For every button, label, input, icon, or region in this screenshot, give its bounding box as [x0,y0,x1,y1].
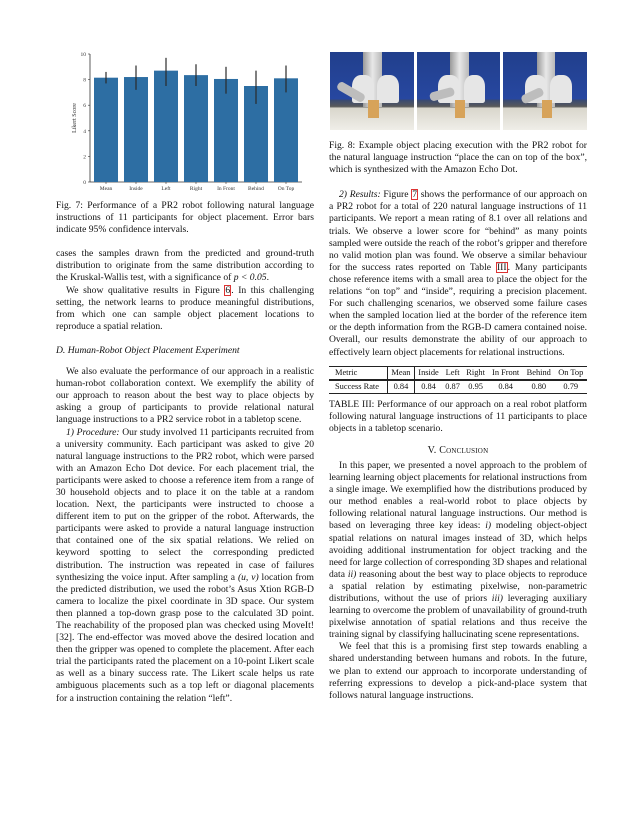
table-iii [329,366,587,394]
y-tick-label: 2 [83,154,86,161]
y-tick-label: 6 [83,103,86,110]
table-iii-caption: TABLE III: Performance of our approach on a real robot platform following natural language instructions of 11 participants to place objects in a tabletop scenario. [329,398,587,434]
table-header-cell: On Top [555,366,588,380]
table-header-cell: Left [442,366,463,380]
table-header-cell: Metric [329,366,388,380]
table-cell: 0.84 [488,380,523,394]
left-column [56,200,314,705]
table-header-cell: Mean [388,366,415,380]
table-header-cell: Inside [414,366,442,380]
paragraph-results: 2) Results: Figure 7 shows the performance of our approach on a PR2 robot for a total of 220 natural language instructions of 11 participants. We report a mean rating of 8.1 over all relations and trials. We observe a lower score for “behind” as many points sampled were outside the reach of the robot’s gripper and therefore no valid motion plan was found. We observe a similar behaviour for the success rates reported on Table III. Many participants chose reference items with a small area to place the object for the relations “on top” and “inside”, requiring a precision placement. For such challenging scenarios, we observed some failure cases when the sampled location lied at the border of the reference item or the depth information from the RGB-D camera contained noise. Overall, our results demonstrate the ability of our approach to effectively learn object placements for relational instructions. [329,189,587,358]
paragraph-future-work: We feel that this is a promising first step towards enabling a shared understanding between humans and robots. In the future, we plan to extend our approach to incorporate understanding of referring expressions to develop a pick-and-place system that follows natural language instructions. [329,641,587,701]
paragraph-hri-intro: We also evaluate the performance of our approach in a realistic human-robot collaboration context. We exemplify the ability of our approach to reason about the best way to place objects by asking a group of participants to provide relational natural language instructions to a PR2 service robot in a tabletop scene. [56,366,314,426]
y-tick-label: 10 [80,52,86,58]
table-cell: 0.95 [463,380,488,394]
subsection-heading: D. Human-Robot Object Placement Experiment [56,344,240,356]
table-header-cell: In Front [488,366,523,380]
bar-right [184,75,208,182]
y-tick-label: 8 [83,77,86,84]
y-axis-label: Likert Score [72,103,78,133]
table-cell: 0.80 [523,380,554,394]
bar-left [154,71,178,182]
bar-on-top [274,78,298,182]
table-header-row [329,366,587,380]
fig8-caption: Fig. 8: Example object placing execution with the PR2 robot for the natural language instruction “place the can on top of the box”, which is synthesized with the Amazon Echo Dot. [329,140,587,176]
table-header-cell: Right [463,366,488,380]
table-cell: 0.87 [442,380,463,394]
fig8-photo-strip [330,52,587,130]
table-header-cell: Behind [523,366,554,380]
chart-canvas [56,44,306,194]
x-tick-label: Right [189,186,203,192]
table-cell: Success Rate [329,380,388,394]
fig7-caption: Fig. 7: Performance of a PR2 robot following natural language instructions of 11 participants for object placement. Error bars indicate 95% confidence intervals. [56,200,314,236]
figure-6-link[interactable]: 6 [225,284,231,296]
robot-photo-2 [417,52,501,130]
table-cell: 0.84 [414,380,442,394]
x-tick-label: Behind [248,186,264,192]
x-tick-label: On Top [277,186,295,192]
bar-mean [94,78,118,182]
x-tick-label: Left [161,186,171,192]
table-cell: 0.79 [555,380,588,394]
robot-photo-1 [330,52,414,130]
right-column [329,140,587,702]
robot-photo-3 [503,52,587,130]
paragraph-procedure: 1) Procedure: Our study involved 11 participants recruited from a university community. Each participant was asked to give 20 natural language instructions to the PR2 robot, which were parsed with an Amazon Echo Dot device. For each placement trial, the participants were asked to choose a reference item from a range of 30 household objects and to place it on the table at a random location. Next, the participants were instructed to choose a different item to put on the gripper of the robot. Afterwards, the participants were asked to provide a natural language instruction that contained one of the six spatial relations. We relied on keyword spotting to select the corresponding predicted distribution. The instruction was repeated in case of failures synthesizing the voice input. After sampling a (u, v) location from the predicted distribution, we used the robot’s Asus Xtion RGB-D camera to localize the pixel coordinate in 3D space. Our system then planned a top-down grasp pose to the calculated 3D point. The reachability of the proposed plan was checked using MoveIt! [32]. The end-effector was moved above the desired location and then the gripper was opened to complete the placement. After each trial the participants rated the placement on a 10-point Likert scale as well as a binary success rate. The Likert scale helps us rate ambiguous placements such as a top left or diagonal placements for a instruction containing the relation “left”. [56,426,314,704]
table-cell: 0.84 [388,380,415,394]
y-tick-label: 4 [83,128,86,135]
fig7-bar-chart [56,44,306,194]
x-tick-label: Mean [99,186,113,192]
y-tick-label: 0 [83,180,86,186]
figure-7-link[interactable]: 7 [412,189,418,201]
bar-inside [124,77,148,182]
table-3-link[interactable]: III [496,261,507,273]
table-row [329,380,587,394]
paragraph-conclusion: In this paper, we presented a novel approach to the problem of learning learning object placements for relational instructions from a single image. We exemplified how the distributions produced by our method enables a real-world robot to place objects by following relational natural language instructions. Our method is based on leveraging three key ideas: i) modeling object-object spatial relations on natural images instead of 3D, which helps avoiding additional instrumentation for object tracking and the need for large collection of corresponding 3D shapes and relational data ii) reasoning about the best way to place objects to reproduce a spatial relation by estimating pixelwise, non-parametric distributions, without the use of priors iii) leveraging auxiliary learning to overcome the problem of unavailability of ground-truth pixelwise annotation of spatial relations and thus receive the training signal by classifying hallucinating scene representations. [329,459,587,641]
paragraph-qualitative: We show qualitative results in Figure 6. In this challenging setting, the network learns to produce meaningful distributions, from which one can sample object placement locations to reproduce a spatial relation. [56,284,315,332]
section-heading-conclusion: V. Conclusion [427,444,489,456]
bar-in-front [214,79,238,182]
x-tick-label: In Front [217,186,235,192]
x-tick-label: Inside [129,186,143,192]
paragraph-kruskal: cases the samples drawn from the predicted and ground-truth distribution to originate from the same distribution according to the Kruskal-Wallis test, with a significance of p < 0.05. [56,248,314,284]
